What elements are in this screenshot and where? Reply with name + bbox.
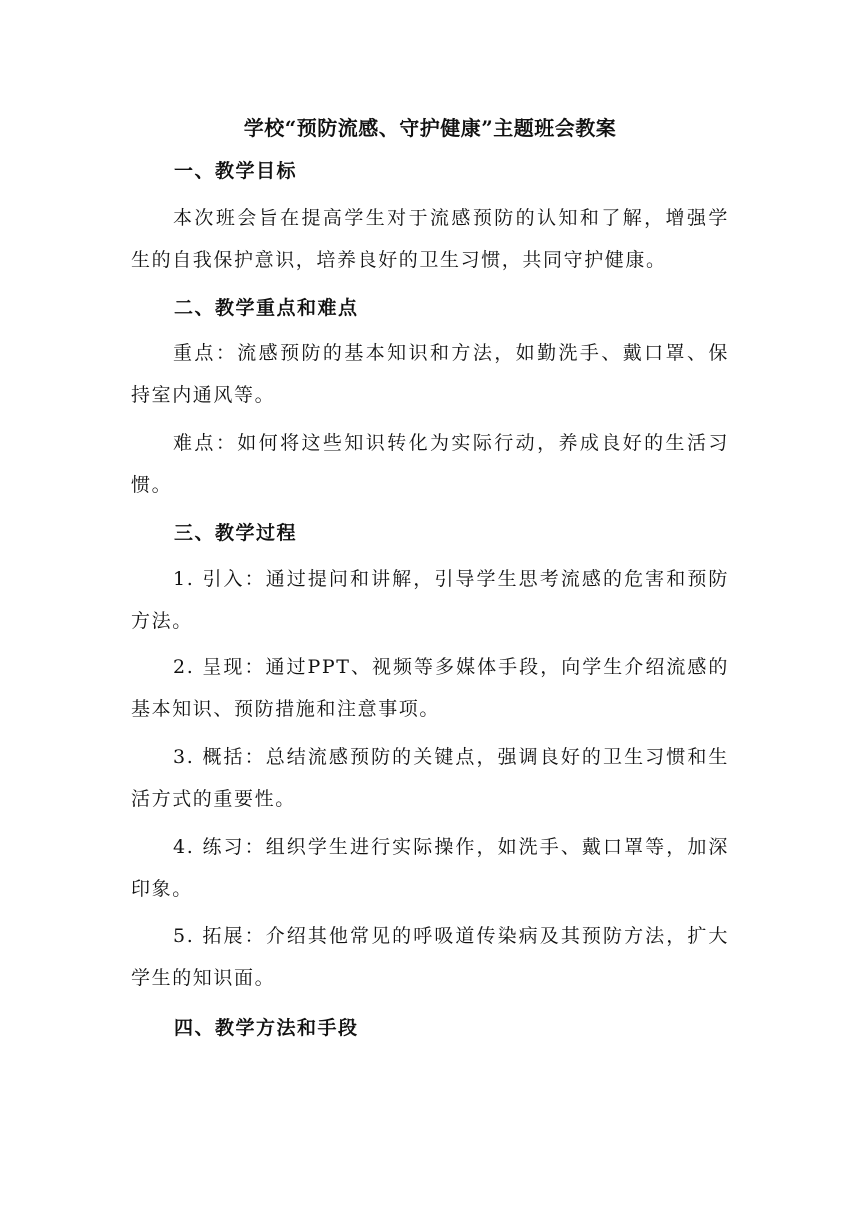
paragraph-difficulty: 难点：如何将这些知识转化为实际行动，养成良好的生活习惯。	[131, 432, 729, 496]
paragraph-step-summary: 3. 概括：总结流感预防的关键点，强调良好的卫生习惯和生活方式的重要性。	[131, 746, 729, 810]
section-heading-process: 三、教学过程	[174, 522, 298, 544]
section-heading-key-points: 二、教学重点和难点	[174, 297, 359, 319]
paragraph-step-practice: 4. 练习：组织学生进行实际操作，如洗手、戴口罩等，加深印象。	[131, 836, 729, 900]
document-title: 学校“预防流感、守护健康”主题班会教案	[243, 116, 617, 140]
paragraph-objectives: 本次班会旨在提高学生对于流感预防的认知和了解，增强学生的自我保护意识，培养良好的卫生习惯，共同守护健康。	[131, 207, 729, 271]
paragraph-step-introduction: 1. 引入：通过提问和讲解，引导学生思考流感的危害和预防方法。	[131, 568, 729, 632]
section-heading-objectives: 一、教学目标	[174, 160, 298, 182]
paragraph-step-presentation: 2. 呈现：通过PPT、视频等多媒体手段，向学生介绍流感的基本知识、预防措施和注意事项。	[131, 656, 729, 720]
section-heading-methods: 四、教学方法和手段	[174, 1017, 359, 1039]
paragraph-step-extension: 5. 拓展：介绍其他常见的呼吸道传染病及其预防方法，扩大学生的知识面。	[131, 925, 729, 989]
paragraph-key-point: 重点：流感预防的基本知识和方法，如勤洗手、戴口罩、保持室内通风等。	[131, 342, 729, 406]
